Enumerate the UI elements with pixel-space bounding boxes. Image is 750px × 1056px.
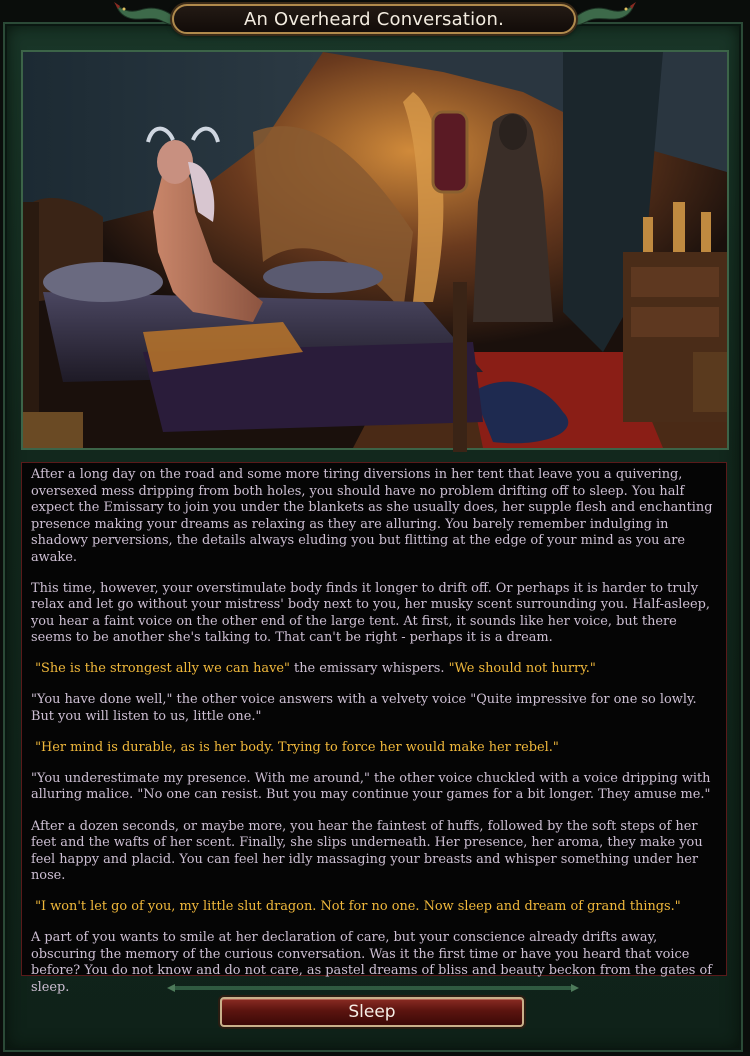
sleep-button[interactable] xyxy=(220,997,524,1027)
story-paragraph-4: "You have done well," the other voice answers with a velvety voice "Quite impressive for one so lowly. But you will listen to us, little one." xyxy=(31,692,697,724)
sleep-button-label: Sleep xyxy=(348,1002,396,1022)
story-paragraph-9: A part of you wants to smile at her declaration of care, but your conscience already drifts away, obscuring the memory of the curious conversation. Was it the first time or have you heard that voice before? You do not know and do not care, as pastel dreams of bliss and beauty beckon from the gates of sleep. xyxy=(31,930,713,995)
emissary-quote-4: "I won't let go of you, my little slut dragon. Not for no one. Now sleep and dream of grand things." xyxy=(35,899,681,915)
narration-text: the emissary whispers. xyxy=(289,661,449,677)
event-title: An Overheard Conversation. xyxy=(243,8,505,30)
dragon-ornament-left-icon xyxy=(110,0,180,34)
emissary-quote-1: "She is the strongest ally we can have" xyxy=(35,661,290,677)
story-paragraph-5 xyxy=(31,740,717,757)
story-paragraph-7: After a dozen seconds, or maybe more, you hear the faintest of huffs, followed by the soft steps of her feet and the wafts of her scent. Finally, she slips underneath. Her presence, her aroma, they make you feel happy and placid. You can feel her idly massaging your breasts and whisper something under her nose. xyxy=(31,818,703,884)
dragon-ornament-right-icon xyxy=(570,0,640,34)
story-paragraph-1: After a long day on the road and some more tiring diversions in her tent that leave you a quivering, oversexed mess dripping from both holes, you should have no problem drifting off to sleep. You half expect the Emissary to join you under the blankets as she usually does, her supple flesh and enchanting presence making your dreams as relaxing as they are alluring. You barely remember indulging in shadowy perversions, the details always eluding you but flitting at the edge of your mind as you are awake. xyxy=(31,467,713,565)
story-paragraph-2: This time, however, your overstimulate body finds it longer to drift off. Or perhaps it is harder to truly relax and let go without your mistress' body next to you, her musky scent surrounding you. Half-asleep, you hear a faint voice on the other end of the large tent. At first, it sounds like her voice, but there seems to be another she's talking to. That can't be right - perhaps it is a dream. xyxy=(31,580,711,646)
story-paragraph-8 xyxy=(31,899,717,916)
emissary-quote-3: "Her mind is durable, as is her body. Trying to force her would make her rebel." xyxy=(35,739,559,755)
story-paragraph-6: "You underestimate my presence. With me around," the other voice chuckled with a voice dripping with alluring malice. "No one can resist. But you may continue your games for a bit longer. They amuse me." xyxy=(31,770,711,803)
event-title-bar xyxy=(172,4,576,34)
story-paragraph-3 xyxy=(31,661,717,678)
action-bar-rail-icon xyxy=(167,984,579,992)
scene-illustration xyxy=(21,50,729,450)
action-bar xyxy=(167,984,579,1046)
story-text-panel xyxy=(21,462,727,995)
emissary-quote-2: "We should not hurry." xyxy=(448,661,596,677)
